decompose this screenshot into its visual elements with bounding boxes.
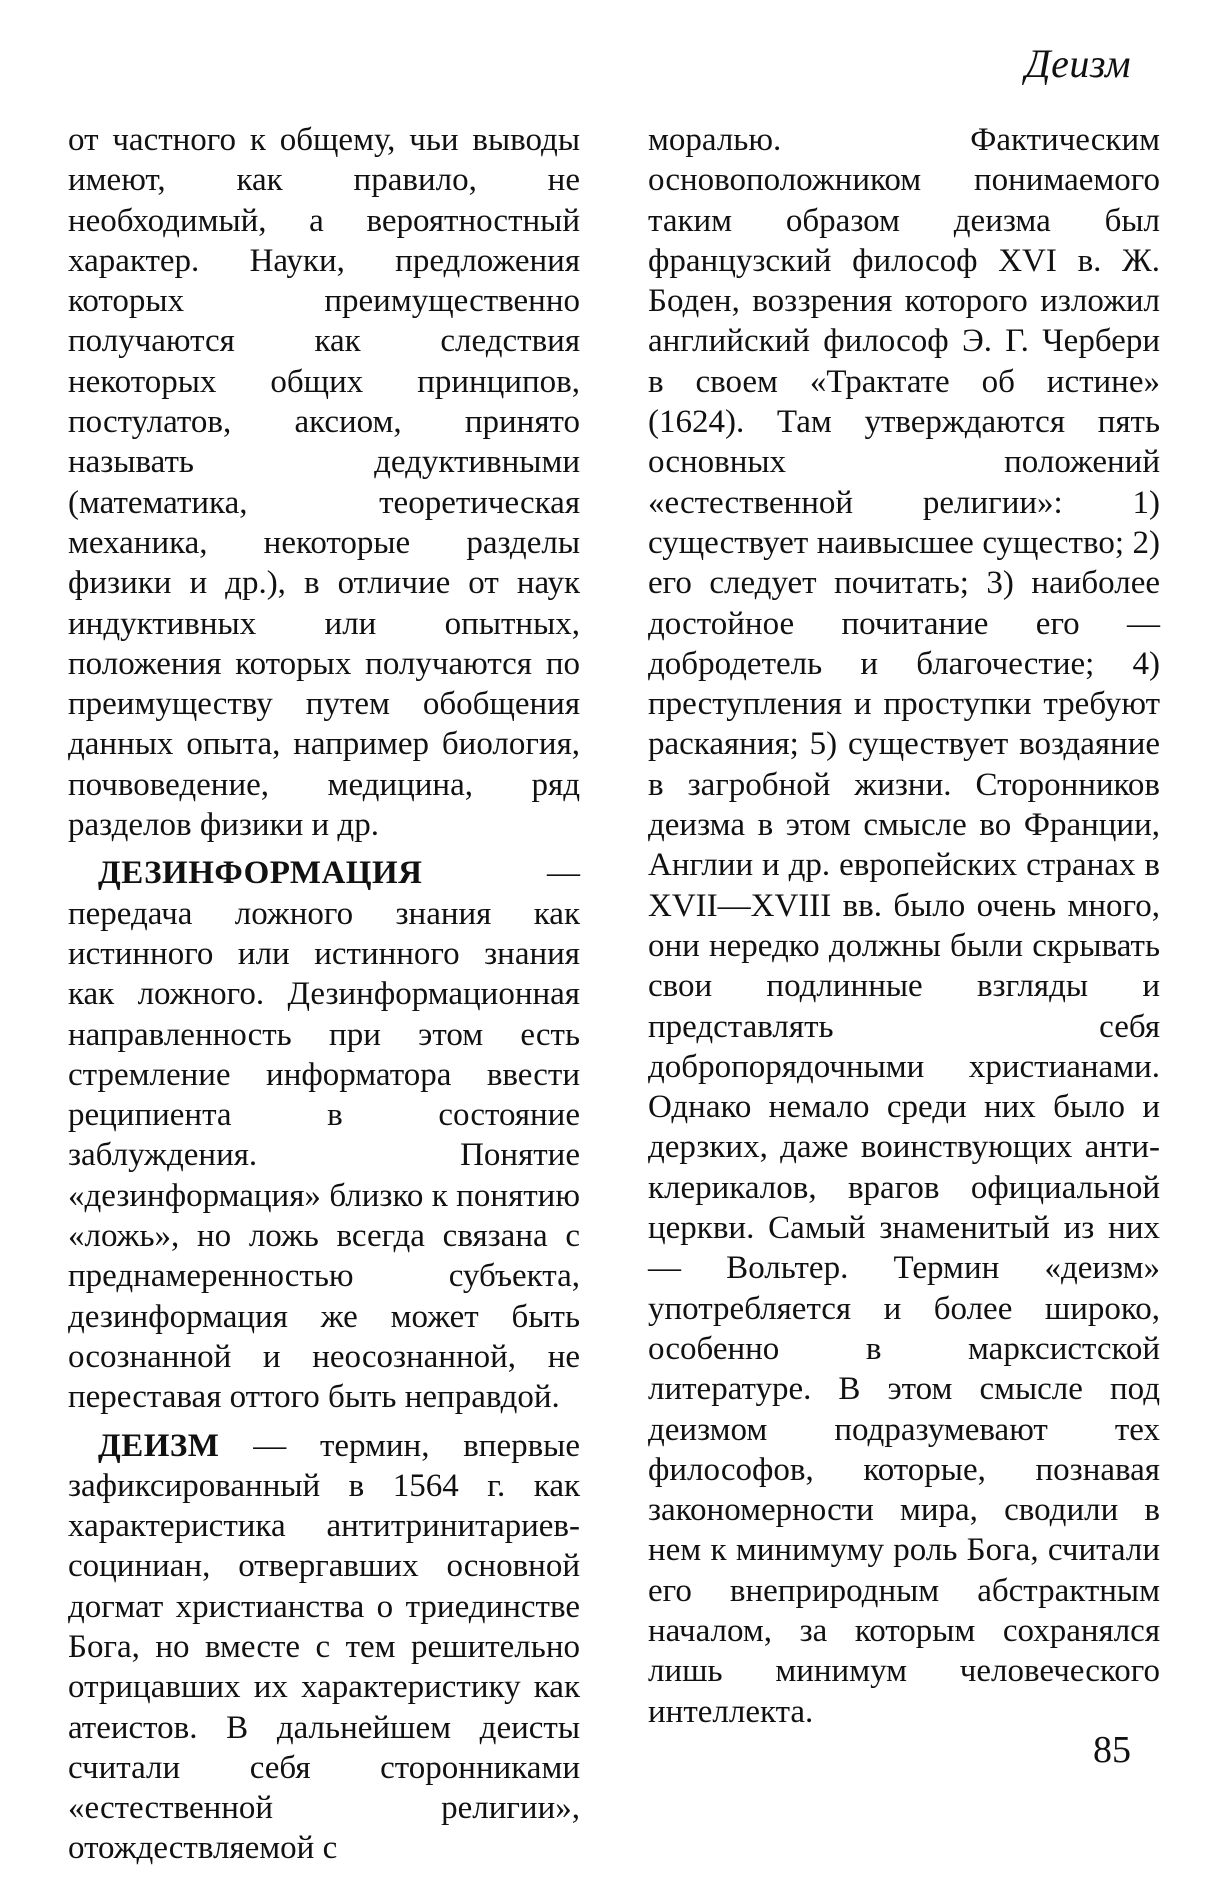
running-head: Деизм [1025, 41, 1131, 86]
paragraph-continuation-left: от частного к общему, чьи выводы имеют, как правило, не необходимый, а вероятностный характер. Науки, предложения которых преимущественно получаются как следствия некоторых общих принципов, постулатов, аксиом, принято называть дедуктивными (математика, теоретическая механика, некоторые разделы физики и др.), в отличие от наук индуктивных или опытных, положения которых получаются по преимуществу путем обобщения данных опыта, например биология, почвоведение, медицина, ряд разделов физики и др. [68, 122, 580, 844]
entry-deism-text: — термин, впервые зафиксированный в 1564 г. как характеристика антитринитариев-социниан, отвергавших основной догмат христианства о триединстве Бога, но вместе с тем решительно отрицавших их характеристику как атеистов. В дальнейшем деисты считали себя сторонниками «естественной религии», отождествляемой с [68, 1427, 580, 1867]
entry-deism [68, 1426, 580, 1869]
headword-deism: ДЕИЗМ [98, 1427, 220, 1464]
headword-disinformation: ДЕЗИНФОРМАЦИЯ [98, 855, 423, 892]
paragraph-continuation-right: моралью. Фактическим основоположником понимаемого таким образом деизма был французский философ XVI в. Ж. Боден, воззрения которого изложил английский философ Э. Г. Чербери в своем «Трактате об истине» (1624). Там утверждаются пять основных положений «естественной религии»: 1) существует наивысшее существо; 2) его следует почитать; 3) наиболее достойное почитание его — добродетель и благочестие; 4) преступления и проступки требуют раскаяния; 5) существует воздаяние в загробной жизни. Сторонников деизма в этом смысле во Франции, Англии и др. европейских странах в XVII—XVIII вв. было очень много, они нередко должны были скрывать свои подлинные взгляды и представлять себя добропорядочными христианами. Однако немало среди них было и дерзких, даже воинствующих анти-клерикалов, врагов официальной церкви. Самый знаменитый из них — Вольтер. Термин «деизм» употребляется и более широко, особенно в марксистской литературе. В этом смысле под деизмом подразумевают тех философов, которые, познавая закономерности мира, сводили в нем к минимуму роль Бога, считали его внеприродным абстрактным началом, за которым сохранялся лишь минимум человеческого интеллекта. [648, 122, 1160, 1730]
entry-disinformation-text: — передача ложного знания как истинного или истинного знания как ложного. Дезинформационная направленность при этом есть стремление информатора ввести реципиента в состояние заблуждения. Понятие «дезинформация» близко к понятию «ложь», но ложь всегда связана с преднамеренностью субъекта, дезинформация же может быть осознанной и неосознанной, не переставая оттого быть неправдой. [68, 855, 580, 1416]
left-column [68, 120, 580, 1877]
page-number: 85 [1093, 1729, 1131, 1771]
right-column [648, 120, 1160, 1740]
entry-disinformation [68, 853, 580, 1417]
